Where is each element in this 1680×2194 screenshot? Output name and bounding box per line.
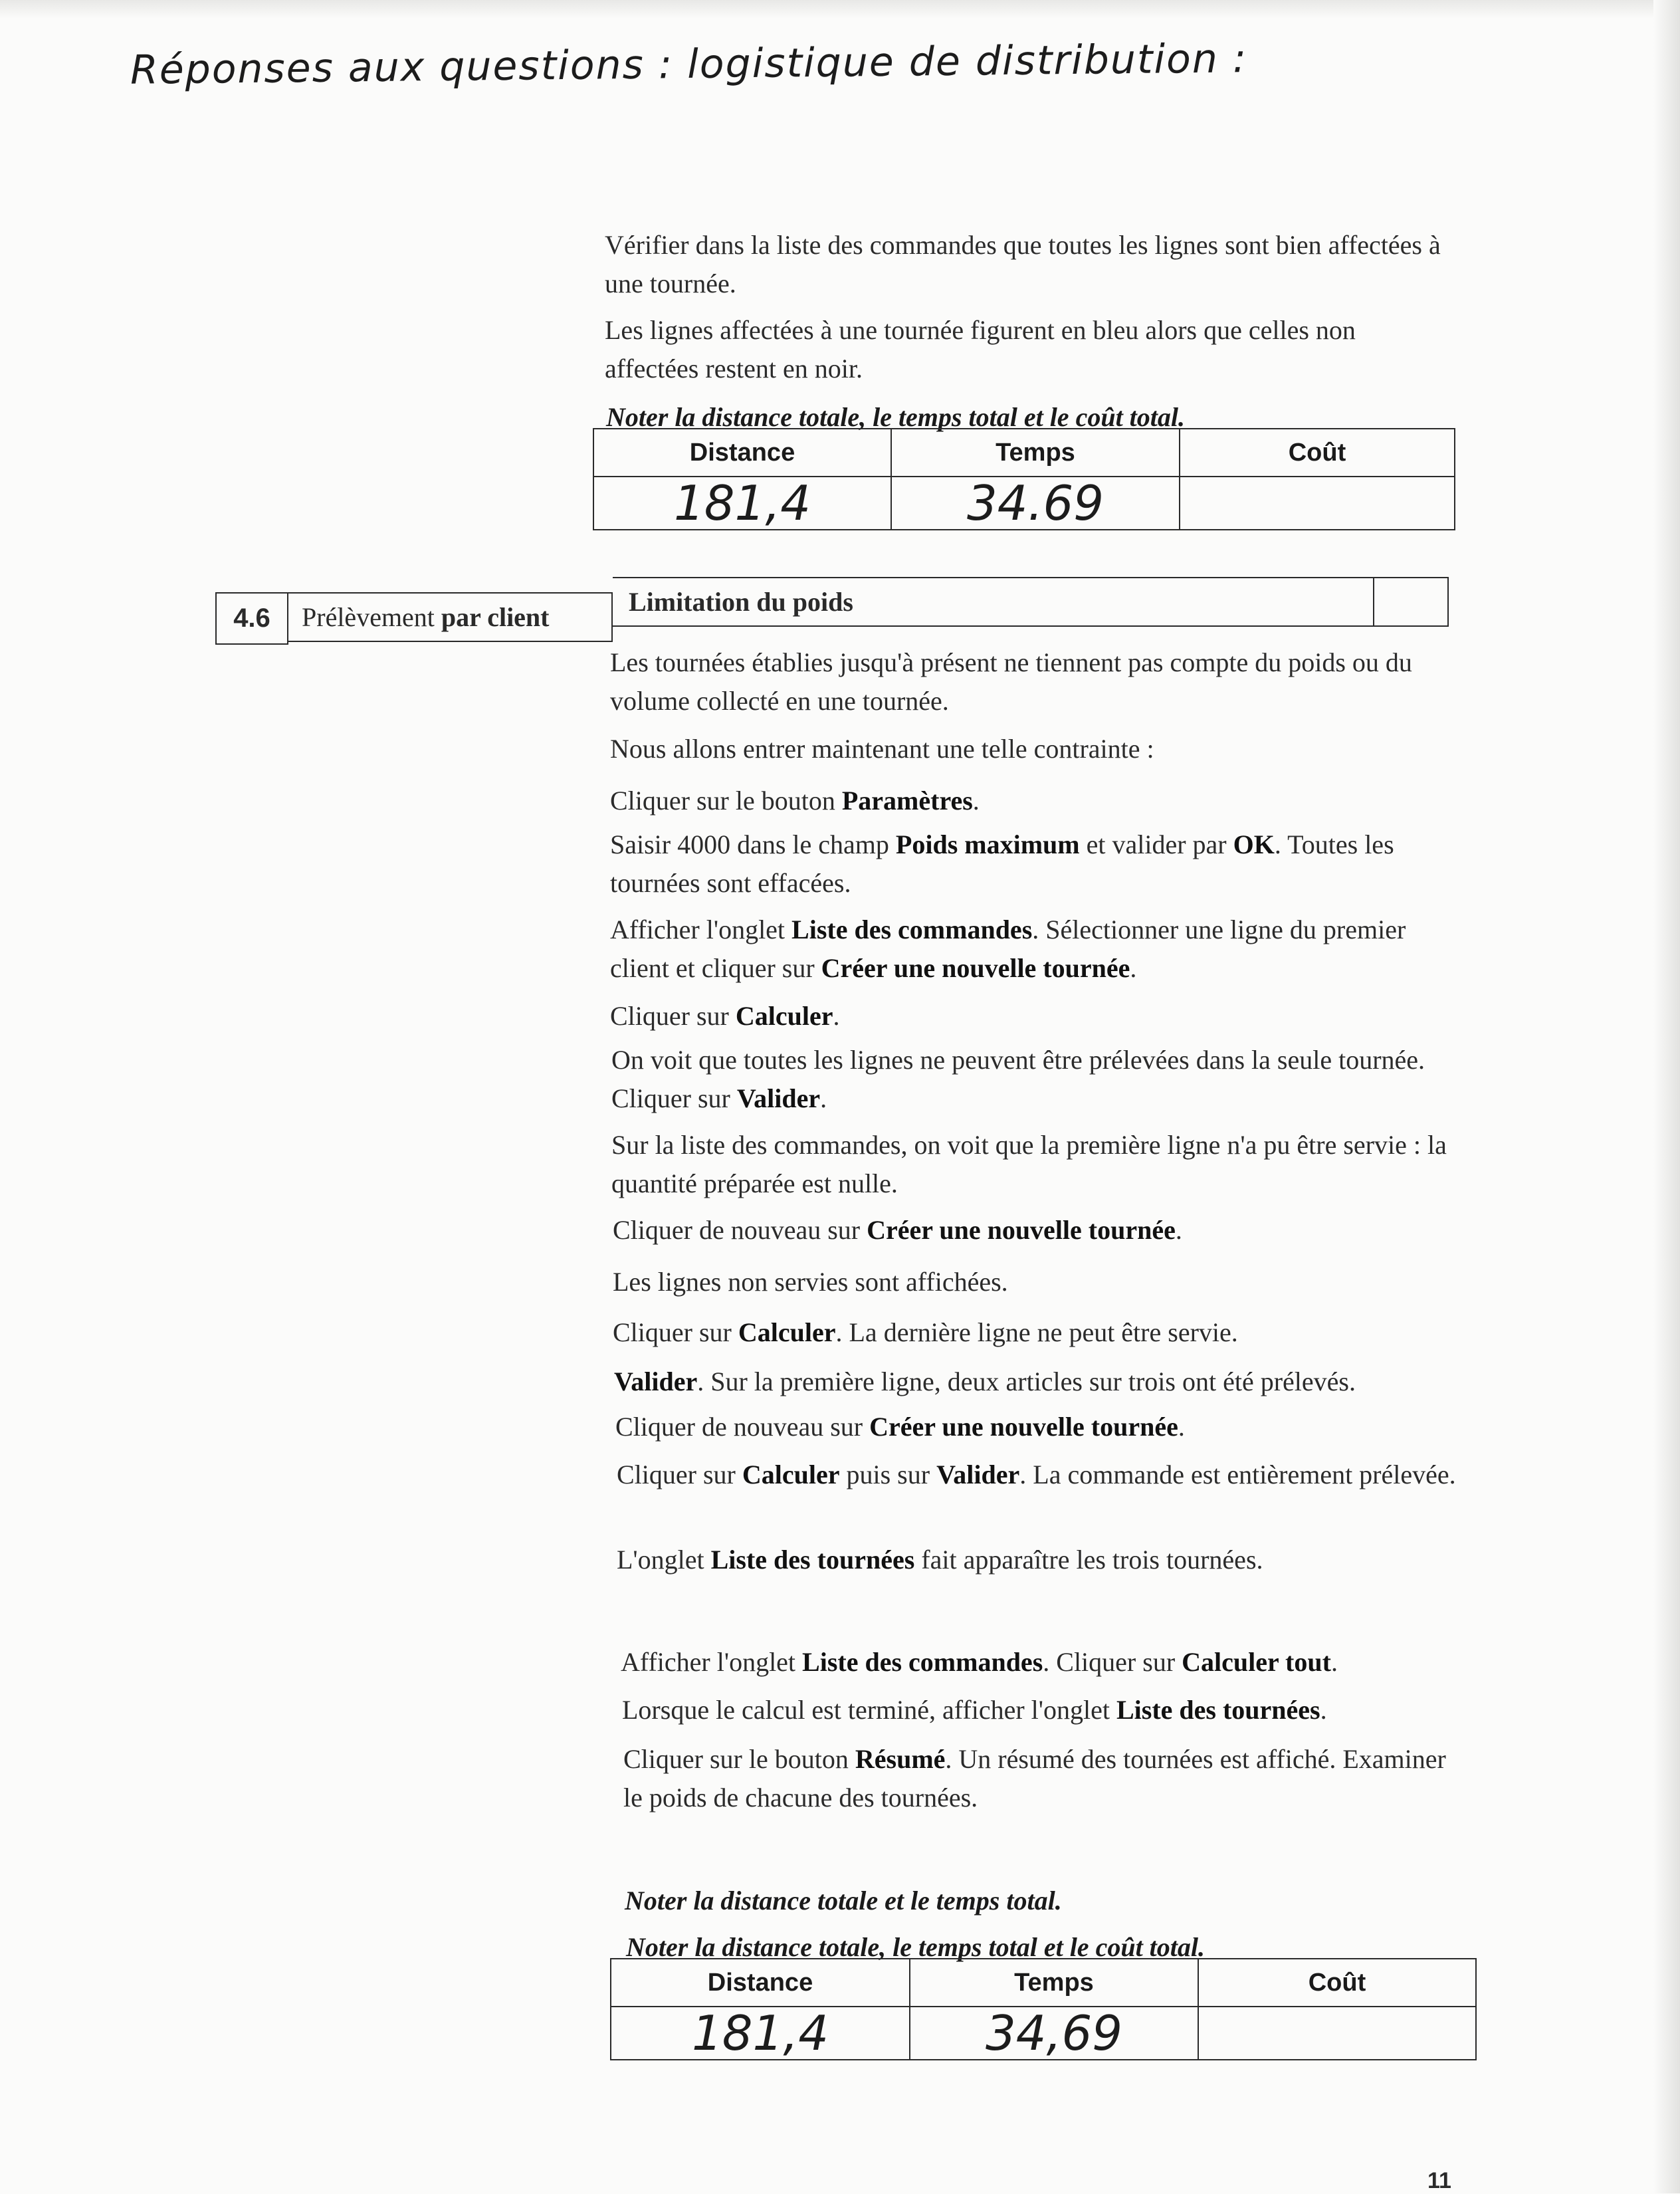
step-5-bold: Liste des commandes [791,915,1033,944]
step-11-text-end: . La dernière ligne ne peut être servie. [835,1317,1238,1347]
step-1-text: Les tournées établies jusqu'à présent ne tiennent pas compte du poids ou du volume collecté en une tournée. [610,647,1412,716]
table-row [611,2007,1476,2060]
value-cout [1180,477,1455,530]
page-edge [1653,0,1680,2193]
step-16 [621,1643,1465,1682]
step-9-text: Cliquer de nouveau sur [613,1215,867,1245]
section-number: 4.6 [215,592,288,645]
step-7 [611,1041,1455,1118]
step-14-text-mid: puis sur [839,1460,937,1489]
value-cout [1198,2007,1476,2060]
step-4 [610,825,1454,903]
step-7-text-end: . [820,1083,827,1113]
step-17-bold: Liste des tournées [1116,1695,1320,1725]
note-instruction-1: Noter la distance totale, le temps total et le coût total. [606,402,1186,432]
step-1 [610,643,1454,720]
step-2 [610,730,1454,768]
step-16-text: Afficher l'onglet [621,1647,803,1677]
value-temps: 34,69 [910,2007,1198,2060]
intro-text-2: Les lignes affectées à une tournée figurent en bleu alors que celles non affectées restent en noir. [605,315,1356,384]
section-title-bold: par client [441,602,550,632]
step-8-text: Sur la liste des commandes, on voit que la première ligne n'a pu être servie : la quantité préparée est nulle. [611,1130,1447,1198]
page-number: 11 [1427,2168,1451,2193]
table-row [593,477,1455,530]
step-3-text: Cliquer sur le bouton [610,786,842,816]
value-temps: 34.69 [891,477,1180,530]
step-13-bold: Créer une nouvelle tournée [869,1412,1178,1442]
step-7-bold: Valider [736,1083,821,1113]
step-11-text: Cliquer sur [613,1317,738,1347]
intro-paragraph-2 [605,311,1442,388]
step-5-text-end: . [1130,953,1137,983]
step-3-text-end: . [972,786,980,816]
step-13-text-end: . [1178,1412,1185,1442]
step-16-bold: Liste des commandes [802,1647,1043,1677]
step-16-bold-2: Calculer tout [1182,1647,1331,1677]
step-2-text: Nous allons entrer maintenant une telle contrainte : [610,734,1154,764]
value-distance: 181,4 [593,477,891,530]
step-18 [623,1740,1469,1817]
step-15 [617,1541,1461,1579]
step-13-text: Cliquer de nouveau sur [615,1412,870,1442]
step-6-text-end: . [833,1001,840,1031]
step-14-text: Cliquer sur [617,1460,742,1489]
step-9 [613,1211,1457,1250]
note-instruction-3: Noter la distance totale, le temps total et le coût total. [626,1932,1206,1962]
note-instruction-2: Noter la distance totale et le temps total. [625,1886,1062,1916]
step-15-text: L'onglet [617,1545,711,1575]
step-17 [622,1691,1466,1729]
step-4-text-mid: et valider par [1079,829,1233,859]
handwritten-header-note: Réponses aux questions : logistique de distribution : [130,35,1248,94]
step-17-text-end: . [1320,1695,1327,1725]
step-3 [610,782,1454,820]
step-4-text-end: . Toutes les tournées sont effacées. [610,829,1394,898]
step-5-text-mid: . Sélectionner une ligne du premier client et cliquer sur [610,915,1406,983]
result-table-1 [593,428,1455,530]
step-10 [613,1263,1457,1301]
step-14 [617,1456,1461,1494]
section-title [288,592,613,642]
step-18-text-end: . Un résumé des tournées est affiché. Examiner le poids de chacune des tournées. [623,1744,1446,1812]
step-15-bold: Liste des tournées [710,1545,915,1575]
step-14-text-end: . La commande est entièrement prélevée. [1019,1460,1456,1489]
header-temps: Temps [891,429,1180,477]
step-16-text-mid: . Cliquer sur [1043,1647,1182,1677]
page-edge [0,0,1680,19]
section-title-plain: Prélèvement [302,602,435,632]
value-distance: 181,4 [611,2007,910,2060]
step-10-text: Les lignes non servies sont affichées. [613,1267,1008,1297]
step-4-bold-ok: OK [1233,829,1275,859]
step-6 [610,997,1454,1036]
section-header-row [215,577,1449,642]
step-6-bold: Calculer [735,1001,833,1031]
header-cout: Coût [1180,429,1455,477]
step-8 [611,1126,1455,1203]
step-3-bold: Paramètres [841,786,973,816]
step-5-bold-2: Créer une nouvelle tournée [821,953,1130,983]
step-15-text-end: fait apparaître les trois tournées. [914,1545,1263,1575]
step-5 [610,911,1454,988]
step-13 [615,1408,1459,1446]
step-18-bold: Résumé [855,1744,946,1774]
step-9-text-end: . [1175,1215,1182,1245]
step-6-text: Cliquer sur [610,1001,736,1031]
header-distance: Distance [593,429,891,477]
step-7-text: On voit que toutes les lignes ne peuvent être prélevées dans la seule tournée. Cliquer sur [611,1045,1425,1113]
step-14-bold: Calculer [742,1460,840,1489]
step-9-bold: Créer une nouvelle tournée [867,1215,1176,1245]
header-distance: Distance [611,1959,910,2007]
step-14-bold-2: Valider [936,1460,1020,1489]
step-11 [613,1313,1457,1352]
result-table-2 [610,1958,1477,2060]
section-subtitle: Limitation du poids [613,577,1374,627]
step-4-text: Saisir 4000 dans le champ [610,829,896,859]
table-header-row [611,1959,1476,2007]
step-12-text: . Sur la première ligne, deux articles sur trois ont été prélevés. [697,1367,1356,1396]
intro-paragraph-1 [605,226,1442,303]
step-17-text: Lorsque le calcul est terminé, afficher l'onglet [622,1695,1116,1725]
step-5-text: Afficher l'onglet [610,915,792,944]
header-temps: Temps [910,1959,1198,2007]
intro-text-1: Vérifier dans la liste des commandes que toutes les lignes sont bien affectées à une tournée. [605,230,1441,298]
step-12 [614,1363,1458,1401]
step-11-bold: Calculer [738,1317,836,1347]
step-16-text-end: . [1330,1647,1338,1677]
section-empty-box [1374,577,1449,627]
step-18-text: Cliquer sur le bouton [623,1744,855,1774]
header-cout: Coût [1198,1959,1476,2007]
table-header-row [593,429,1455,477]
step-12-bold: Valider [614,1367,698,1396]
step-4-bold: Poids maximum [895,829,1080,859]
